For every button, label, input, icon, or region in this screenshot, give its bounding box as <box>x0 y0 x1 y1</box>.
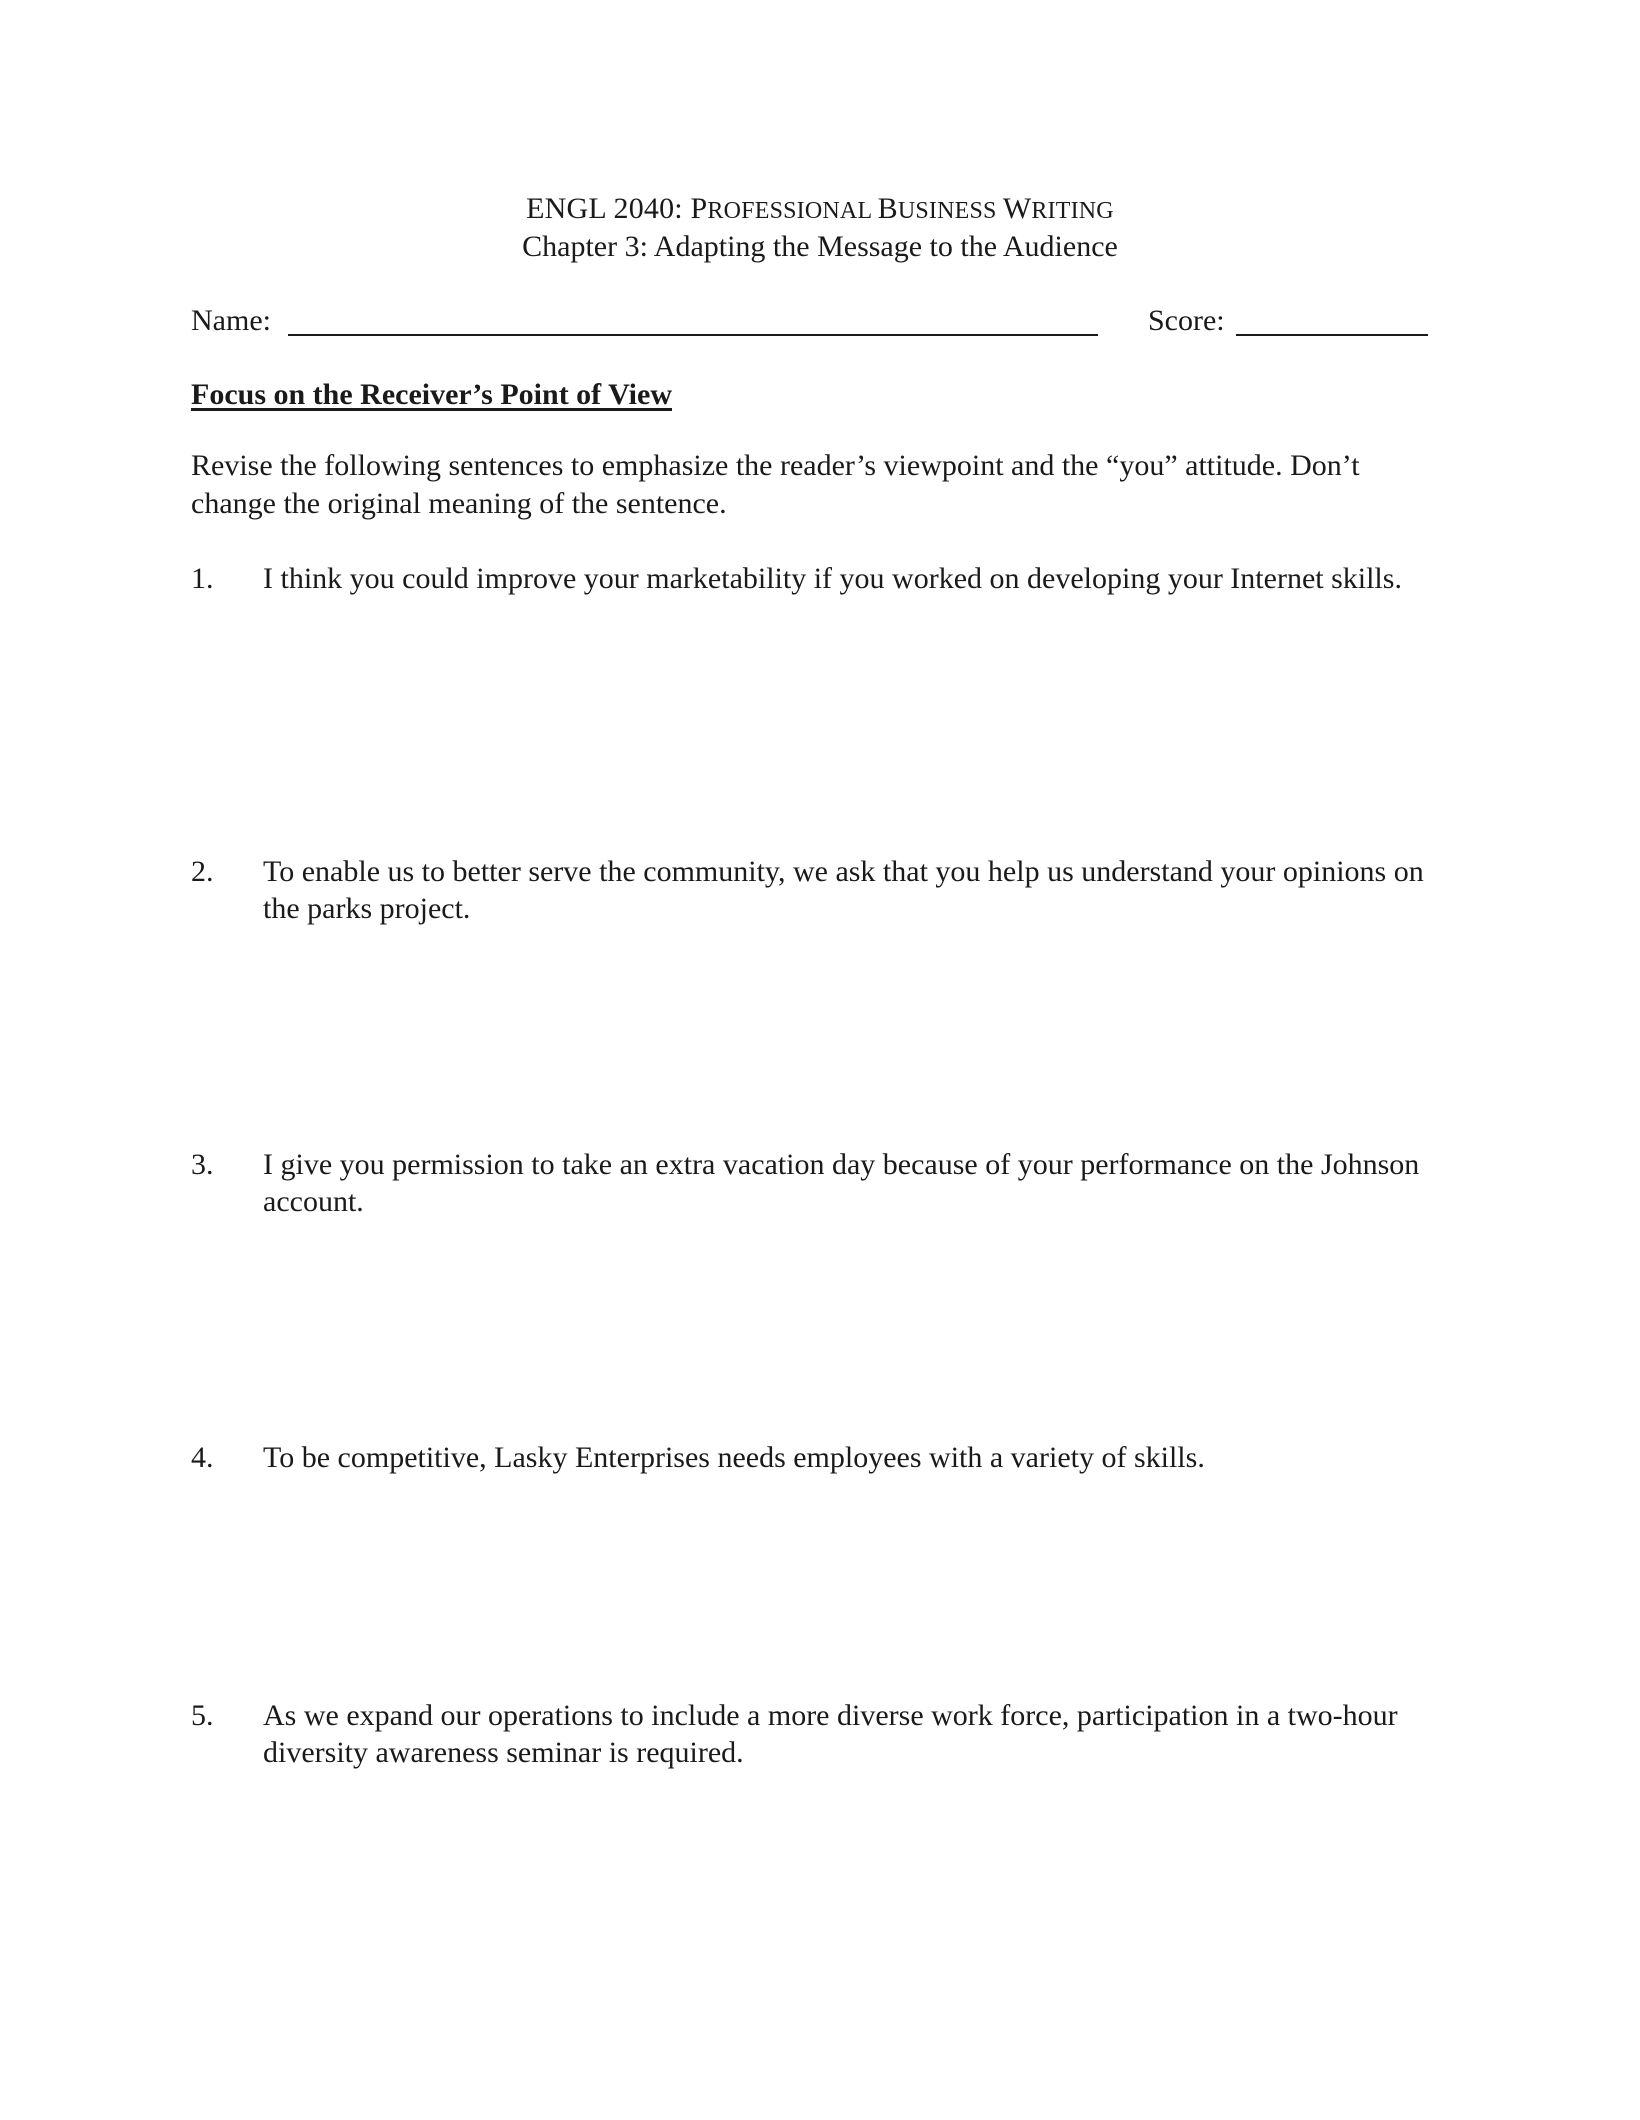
item-number: 4. <box>191 1441 214 1474</box>
course-title <box>0 190 1640 230</box>
instructions-paragraph: Revise the following sentences to emphasize the reader’s viewpoint and the “you” attitude. Don’t change the original meaning of the sentence. <box>191 449 1360 520</box>
item-text: As we expand our operations to include a more diverse work force, participation in a two-hour diversity awareness seminar is required. <box>263 1699 1398 1769</box>
item-text: To enable us to better serve the community, we ask that you help us understand your opinions on the parks project. <box>263 855 1424 925</box>
course-title-w-rest: RITING <box>1031 198 1114 224</box>
item-number: 3. <box>191 1148 214 1181</box>
course-title-b-initial: B <box>877 192 898 225</box>
item-text: To be competitive, Lasky Enterprises needs employees with a variety of skills. <box>263 1441 1205 1474</box>
item-number: 2. <box>191 855 214 888</box>
chapter-title: Chapter 3: Adapting the Message to the Audience <box>522 230 1118 263</box>
item-number: 1. <box>191 562 214 595</box>
score-blank-line[interactable] <box>1236 334 1428 336</box>
course-title-b-rest: USINESS <box>897 198 1003 224</box>
name-blank-line[interactable] <box>288 334 1098 336</box>
section-heading: Focus on the Receiver’s Point of View <box>191 378 672 411</box>
course-title-w-initial: W <box>1002 192 1032 225</box>
course-code: ENGL 2040: <box>526 192 691 225</box>
name-label: Name: <box>191 304 271 337</box>
course-title-p-rest: ROFESSIONAL <box>707 198 878 224</box>
item-text: I give you permission to take an extra vacation day because of your performance on the Johnson account. <box>263 1148 1420 1218</box>
score-label: Score: <box>1148 304 1225 337</box>
course-title-p-initial: P <box>690 192 708 225</box>
item-number: 5. <box>191 1699 214 1732</box>
item-text: I think you could improve your marketability if you worked on developing your Internet skills. <box>263 562 1402 595</box>
